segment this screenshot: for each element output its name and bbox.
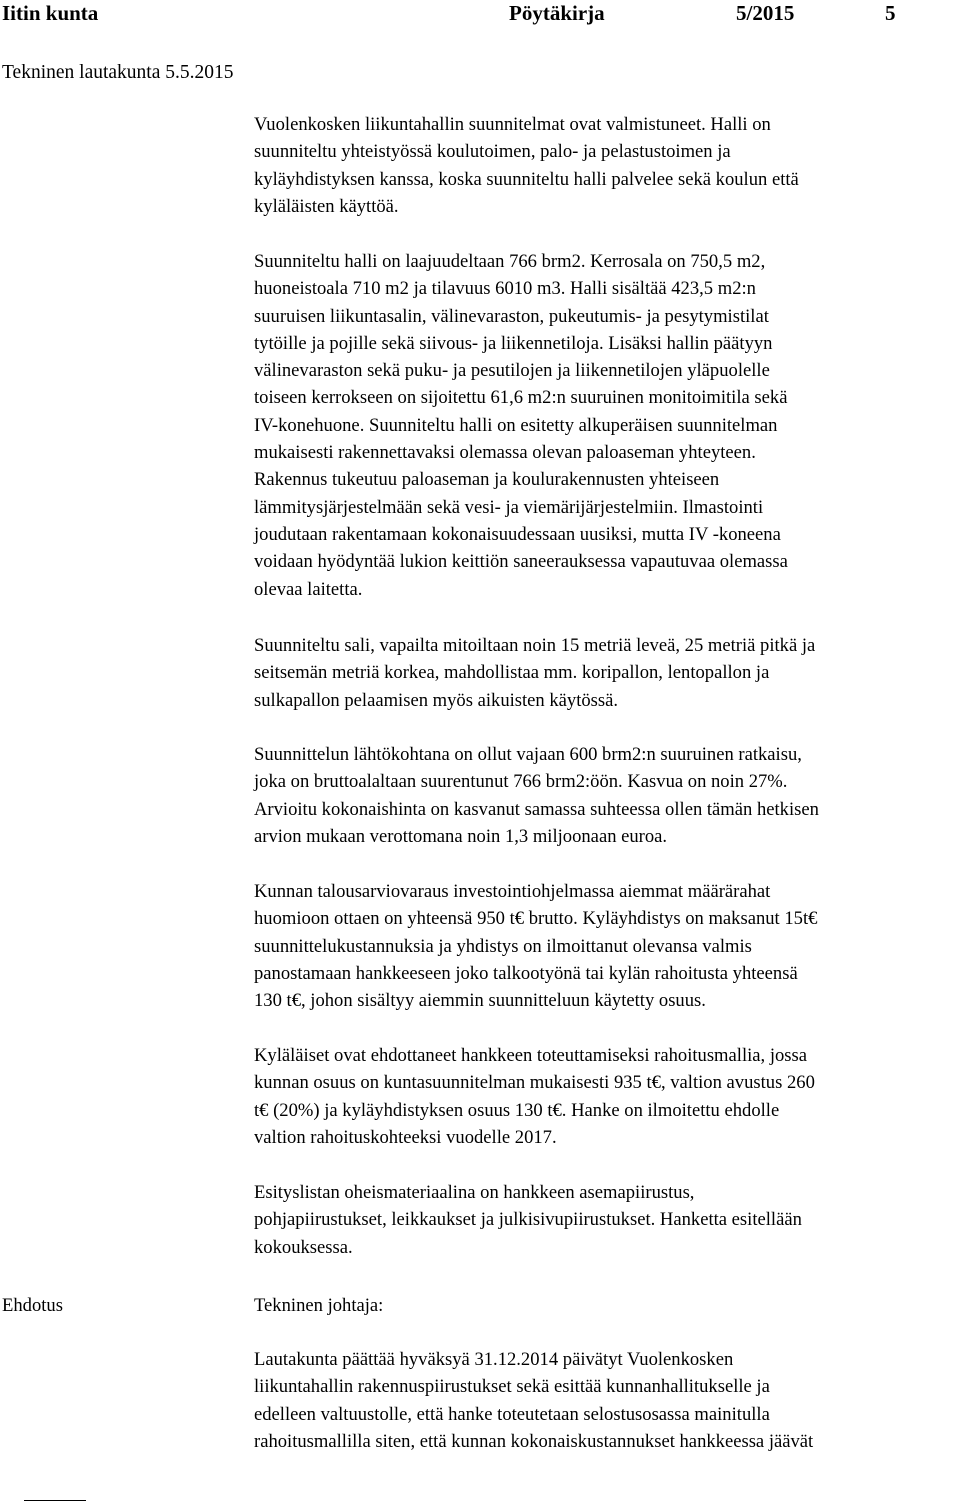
text-line: Suunniteltu sali, vapailta mitoiltaan noin 15 metriä leveä, 25 metriä pitkä ja bbox=[254, 635, 816, 656]
text-line: Suunnittelun lähtökohtana on ollut vajaan 600 brm2:n suuruinen ratkaisu, bbox=[254, 744, 802, 765]
text-line: joka on bruttoalaltaan suurentunut 766 brm2:öön. Kasvua on noin 27%. bbox=[254, 771, 788, 793]
text-line: sulkapallon pelaamisen myös aikuisten käytössä. bbox=[254, 689, 619, 711]
text-line: pohjapiirustukset, leikkaukset ja julkisivupiirustukset. Hanketta esitellään bbox=[254, 1209, 802, 1231]
text-line: suunniteltu yhteistyössä koulutoimen, palo- ja pelastustoimen ja bbox=[254, 141, 731, 163]
text-line: huomioon ottaen on yhteensä 950 t€ brutto. Kyläyhdistys on maksanut 15t€ bbox=[254, 908, 818, 930]
text-line: kyläläisten käyttöä. bbox=[254, 195, 399, 217]
text-line: rahoitusmallilla siten, että kunnan kokonaiskustannukset hankkeessa jäävät bbox=[254, 1430, 814, 1452]
paragraph-1 bbox=[254, 111, 960, 220]
signature-rule bbox=[24, 1500, 86, 1501]
text-line: IV-konehuone. Suunniteltu halli on esitetty alkuperäisen suunnitelman bbox=[254, 414, 778, 436]
issue-number: 5/2015 bbox=[736, 1, 795, 25]
text-line: liikuntahallin rakennuspiirustukset sekä esittää kunnanhallitukselle ja bbox=[254, 1376, 770, 1398]
text-line: Vuolenkosken liikuntahallin suunnitelmat ovat valmistuneet. Halli on bbox=[254, 114, 771, 135]
text-line: tytöille ja pojille sekä siivous- ja liikennetiloja. Lisäksi hallin päätyyn bbox=[254, 332, 773, 354]
proposal-label: Ehdotus bbox=[2, 1295, 63, 1316]
proposal-text bbox=[254, 1346, 960, 1455]
text-line: t€ (20%) ja kyläyhdistyksen osuus 130 t€. Hanke on ilmoitettu ehdolle bbox=[254, 1099, 780, 1121]
text-line: arvion mukaan verottomana noin 1,3 miljoonaan euroa. bbox=[254, 825, 668, 847]
document-type: Pöytäkirja bbox=[509, 1, 605, 25]
text-line: voidaan hyödyntää lukion keittiön saneerauksessa vapautuvaa olemassa bbox=[254, 551, 788, 573]
presenter-title: Tekninen johtaja: bbox=[254, 1295, 384, 1316]
text-line: Suunniteltu halli on laajuudeltaan 766 brm2. Kerrosala on 750,5 m2, bbox=[254, 251, 766, 272]
text-line: lämmitysjärjestelmään sekä vesi- ja viemärijärjestelmiin. Ilmastointi bbox=[254, 496, 764, 518]
text-line: kunnan osuus on kuntasuunnitelman mukaisesti 935 t€, valtion avustus 260 bbox=[254, 1072, 815, 1094]
text-line: Rakennus tukeutuu paloaseman ja koulurakennusten yhteiseen bbox=[254, 469, 720, 491]
text-line: huoneistoala 710 m2 ja tilavuus 6010 m3. Halli sisältää 423,5 m2:n bbox=[254, 278, 756, 300]
page-number: 5 bbox=[885, 1, 896, 25]
text-line: Kyläläiset ovat ehdottaneet hankkeen toteuttamiseksi rahoitusmallia, jossa bbox=[254, 1045, 808, 1066]
paragraph-2 bbox=[254, 248, 960, 603]
text-line: kyläyhdistyksen kanssa, koska suunniteltu halli palvelee sekä koulun että bbox=[254, 168, 799, 190]
text-line: olevaa laitetta. bbox=[254, 578, 363, 600]
text-line: kokouksessa. bbox=[254, 1236, 353, 1258]
proposal-presenter bbox=[254, 1292, 960, 1319]
paragraph-5 bbox=[254, 878, 960, 1014]
paragraph-6 bbox=[254, 1042, 960, 1151]
text-line: Arvioitu kokonaishinta on kasvanut samassa suhteessa ollen tämän hetkisen bbox=[254, 798, 819, 820]
paragraph-4 bbox=[254, 741, 960, 850]
text-line: Kunnan talousarviovaraus investointiohjelmassa aiemmat määrärahat bbox=[254, 881, 771, 902]
text-line: suunnittelukustannuksia ja yhdistys on ilmoittanut olevansa valmis bbox=[254, 935, 752, 957]
text-line: Lautakunta päättää hyväksyä 31.12.2014 päivätyt Vuolenkosken bbox=[254, 1349, 734, 1370]
text-line: välinevaraston sekä puku- ja pesutilojen ja liikennetilojen yläpuolelle bbox=[254, 360, 770, 382]
text-line: valtion rahoituskohteeksi vuodelle 2017. bbox=[254, 1126, 557, 1148]
text-line: toiseen kerrokseen on sijoitettu 61,6 m2:n suuruinen monitoimitila sekä bbox=[254, 387, 788, 409]
meeting-title: Tekninen lautakunta 5.5.2015 bbox=[2, 62, 234, 83]
paragraph-7 bbox=[254, 1179, 960, 1261]
text-line: seitsemän metriä korkea, mahdollistaa mm. koripallon, lentopallon ja bbox=[254, 662, 770, 684]
text-line: mukaisesti rakennettavaksi olemassa olevan paloaseman yhteyteen. bbox=[254, 442, 756, 464]
text-line: edelleen valtuustolle, että hanke toteutetaan selostusosassa mainitulla bbox=[254, 1403, 770, 1425]
text-line: joudutaan rakentamaan kokonaisuudessaan uusiksi, mutta IV -koneena bbox=[254, 523, 781, 545]
text-line: Esityslistan oheismateriaalina on hankkeen asemapiirustus, bbox=[254, 1182, 695, 1203]
organization-name: Iitin kunta bbox=[2, 1, 99, 25]
text-line: suuruisen liikuntasalin, välinevaraston, pukeutumis- ja pesytymistilat bbox=[254, 305, 769, 327]
text-line: panostamaan hankkeeseen joko talkootyönä tai kylän rahoitusta yhteensä bbox=[254, 962, 798, 984]
text-line: 130 t€, johon sisältyy aiemmin suunnitteluun käytetty osuus. bbox=[254, 990, 706, 1012]
paragraph-3 bbox=[254, 632, 960, 714]
